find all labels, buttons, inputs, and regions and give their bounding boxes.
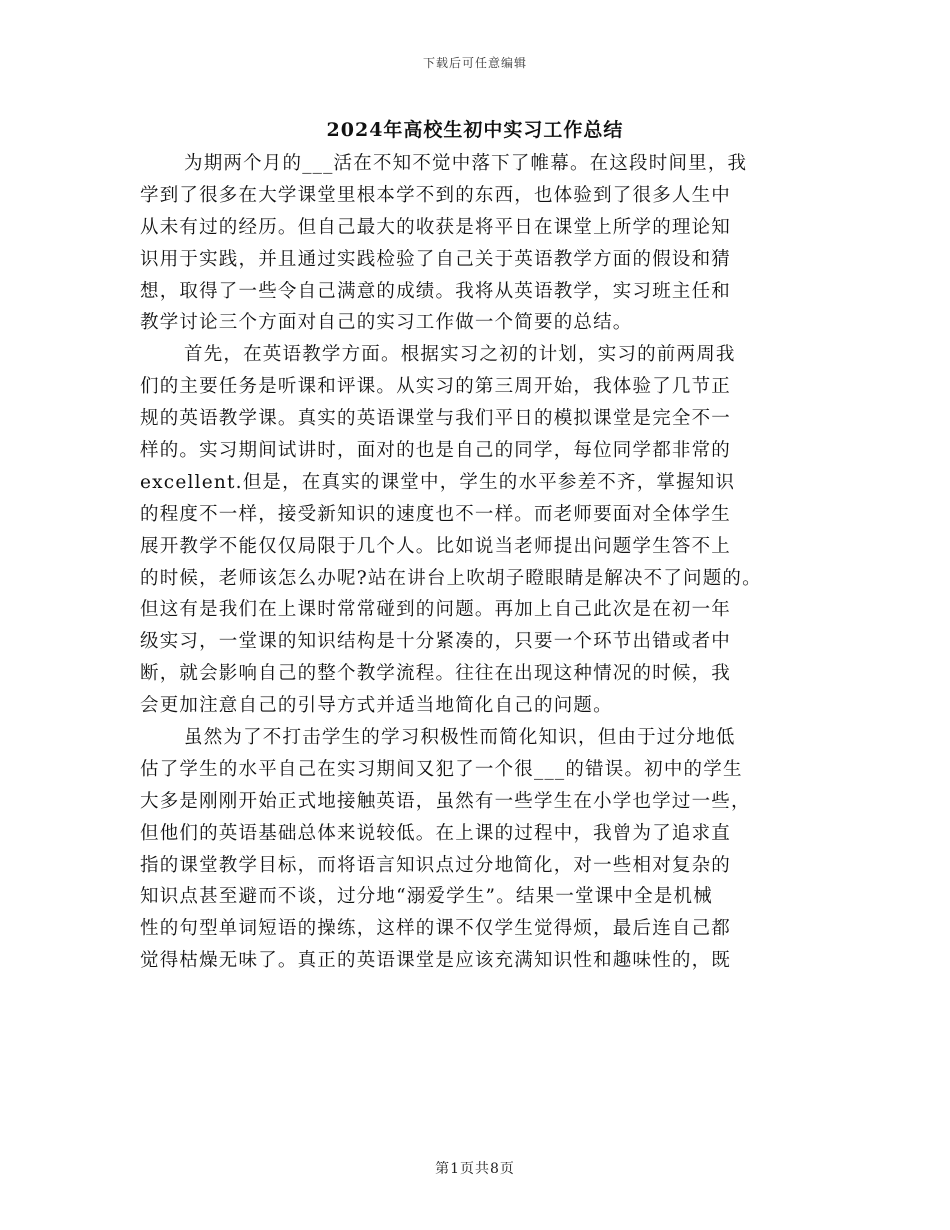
document-body bbox=[140, 148, 800, 977]
paragraph-line: 样的。实习期间试讲时，面对的也是自己的同学，每位同学都非常的 bbox=[140, 440, 732, 462]
document-title: 2024年高校生初中实习工作总结 bbox=[326, 119, 624, 141]
page-header: 下载后可任意编辑 bbox=[422, 56, 527, 70]
paragraph-line: 知识点甚至避而不谈，过分地“溺爱学生”。结果一堂课中全是机械 bbox=[140, 886, 713, 908]
paragraph-line: 虽然为了不打击学生的学习积极性而简化知识，但由于过分地低 bbox=[184, 727, 736, 749]
paragraph-line: 从未有过的经历。但自己最大的收获是将平日在课堂上所学的理论知 bbox=[140, 216, 732, 238]
paragraph-line: excellent.但是，在真实的课堂中，学生的水平参差不齐，掌握知识 bbox=[140, 471, 736, 493]
paragraph-line: 学到了很多在大学课堂里根本学不到的东西，也体验到了很多人生中 bbox=[140, 184, 732, 206]
paragraph-line: 会更加注意自己的引导方式并适当地简化自己的问题。 bbox=[140, 695, 613, 717]
paragraph-line: 性的句型单词短语的操练，这样的课不仅学生觉得烦，最后连自己都 bbox=[140, 918, 732, 940]
paragraph-line: 大多是刚刚开始正式地接触英语，虽然有一些学生在小学也学过一些， bbox=[140, 790, 751, 812]
paragraph-line: 识用于实践，并且通过实践检验了自己关于英语教学方面的假设和猜 bbox=[140, 248, 732, 270]
paragraph-line: 想，取得了一些令自己满意的成绩。我将从英语教学，实习班主任和 bbox=[140, 280, 732, 302]
paragraph-line: 的程度不一样，接受新知识的速度也不一样。而老师要面对全体学生 bbox=[140, 503, 732, 525]
paragraph-line: 为期两个月的___活在不知不觉中落下了帷幕。在这段时间里，我 bbox=[184, 153, 748, 174]
paragraph-line: 断，就会影响自己的整个教学流程。往往在出现这种情况的时候，我 bbox=[140, 663, 732, 685]
paragraph-line: 首先，在英语教学方面。根据实习之初的计划，实习的前两周我 bbox=[184, 344, 736, 366]
paragraph-line: 估了学生的水平自己在实习期间又犯了一个很___的错误。初中的学生 bbox=[140, 758, 743, 780]
paragraph-line: 指的课堂教学目标，而将语言知识点过分地简化，对一些相对复杂的 bbox=[140, 854, 732, 876]
paragraph-line: 规的英语教学课。真实的英语课堂与我们平日的模拟课堂是完全不一 bbox=[140, 408, 732, 430]
paragraph-line: 级实习，一堂课的知识结构是十分紧凑的，只要一个环节出错或者中 bbox=[140, 631, 732, 653]
paragraph-line: 展开教学不能仅仅局限于几个人。比如说当老师提出问题学生答不上 bbox=[140, 535, 732, 557]
paragraph-line: 觉得枯燥无味了。真正的英语课堂是应该充满知识性和趣味性的，既 bbox=[140, 950, 732, 972]
paragraph-line: 们的主要任务是听课和评课。从实习的第三周开始，我体验了几节正 bbox=[140, 376, 732, 398]
paragraph-line: 教学讨论三个方面对自己的实习工作做一个简要的总结。 bbox=[140, 312, 633, 334]
paragraph-line: 但他们的英语基础总体来说较低。在上课的过程中，我曾为了追求直 bbox=[140, 822, 732, 844]
paragraph-line: 的时候，老师该怎么办呢?站在讲台上吹胡子瞪眼睛是解决不了问题的。 bbox=[140, 567, 762, 589]
paragraph-line: 但这有是我们在上课时常常碰到的问题。再加上自己此次是在初一年 bbox=[140, 599, 732, 621]
page-footer: 第1页共8页 bbox=[435, 1161, 515, 1177]
